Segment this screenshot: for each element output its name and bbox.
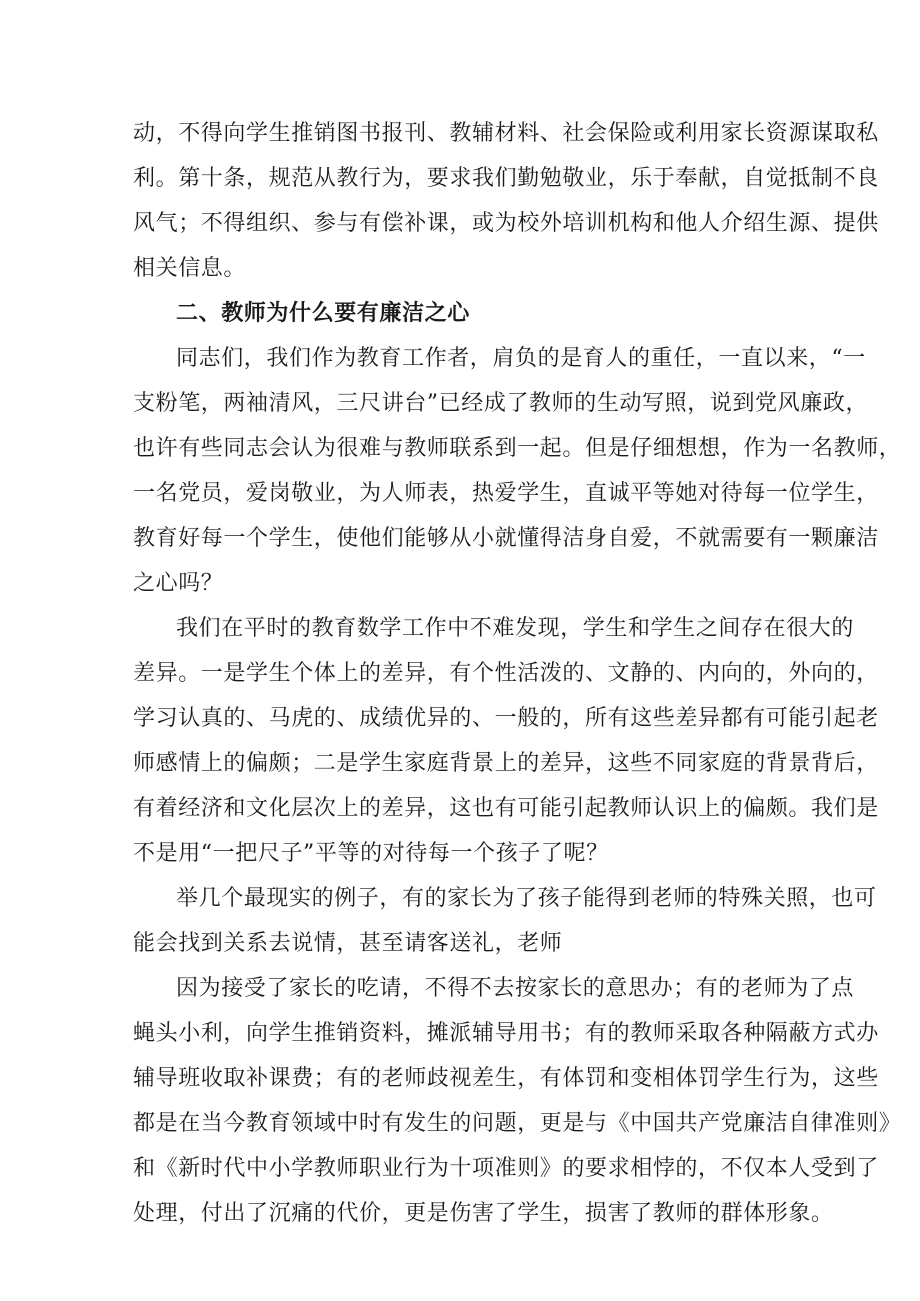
text-line: 教育好每一个学生，使他们能够从小就懂得洁身自爱，不就需要有一颗廉洁 [133, 526, 879, 551]
text-line: 因为接受了家长的吃请，不得不去按家长的意思办；有的老师为了点 [176, 976, 855, 1001]
text-line: 相关信息。 [133, 256, 247, 281]
text-line: 风气；不得组织、参与有偿补课，或为校外培训机构和他人介绍生源、提供 [133, 211, 879, 236]
text-line: 蝇头小利，向学生推销资料，摊派辅导用书；有的教师采取各种隔蔽方式办 [133, 1021, 879, 1046]
text-line: 差异。一是学生个体上的差异，有个性活泼的、文静的、内向的，外向的， [133, 661, 879, 686]
text-line: 利。第十条，规范从教行为，要求我们勤勉敬业，乐于奉献，自觉抵制不良 [133, 166, 879, 191]
text-line: 处理，付出了沉痛的代价，更是伤害了学生，损害了教师的群体形象。 [133, 1201, 834, 1226]
text-line: 支粉笔，两袖清风，三尺讲台”已经成了教师的生动写照，说到党风廉政， [133, 391, 869, 416]
text-line: 举几个最现实的例子，有的家长为了孩子能得到老师的特殊关照，也可 [176, 886, 877, 911]
text-line: 之心吗？ [133, 571, 224, 596]
text-line: 我们在平时的教育数学工作中不难发现，学生和学生之间存在很大的 [176, 616, 855, 641]
text-line: 有着经济和文化层次上的差异，这也有可能引起教师认识上的偏颇。我们是 [133, 796, 879, 821]
text-line: 动，不得向学生推销图书报刊、教辅材料、社会保险或利用家长资源谋取私 [133, 121, 879, 146]
text-line: 和《新时代中小学教师职业行为十项准则》的要求相悖的，不仅本人受到了 [133, 1156, 879, 1181]
text-line: 辅导班收取补课费；有的老师歧视差生，有体罚和变相体罚学生行为，这些 [133, 1066, 879, 1091]
text-line: 能会找到关系去说情，甚至请客送礼，老师 [133, 931, 563, 956]
text-line: 一名党员，爱岗敬业，为人师表，热爱学生，直诚平等她对待每一位学生， [133, 481, 879, 506]
text-line: 师感情上的偏颇；二是学生家庭背景上的差异，这些不同家庭的背景背后， [133, 751, 879, 776]
text-line: 不是用“一把尺子”平等的对待每一个孩子了呢？ [133, 841, 609, 866]
text-line: 都是在当今教育领域中时有发生的问题，更是与《中国共产党廉洁自律准则》 [133, 1111, 902, 1136]
section-heading: 二、教师为什么要有廉洁之心 [176, 300, 470, 326]
text-line: 同志们，我们作为教育工作者，肩负的是育人的重任，一直以来，“一 [176, 346, 866, 371]
text-line: 也许有些同志会认为很难与教师联系到一起。但是仔细想想，作为一名教师， [133, 436, 902, 461]
text-line: 学习认真的、马虎的、成绩优异的、一般的，所有这些差异都有可能引起老 [133, 706, 879, 731]
